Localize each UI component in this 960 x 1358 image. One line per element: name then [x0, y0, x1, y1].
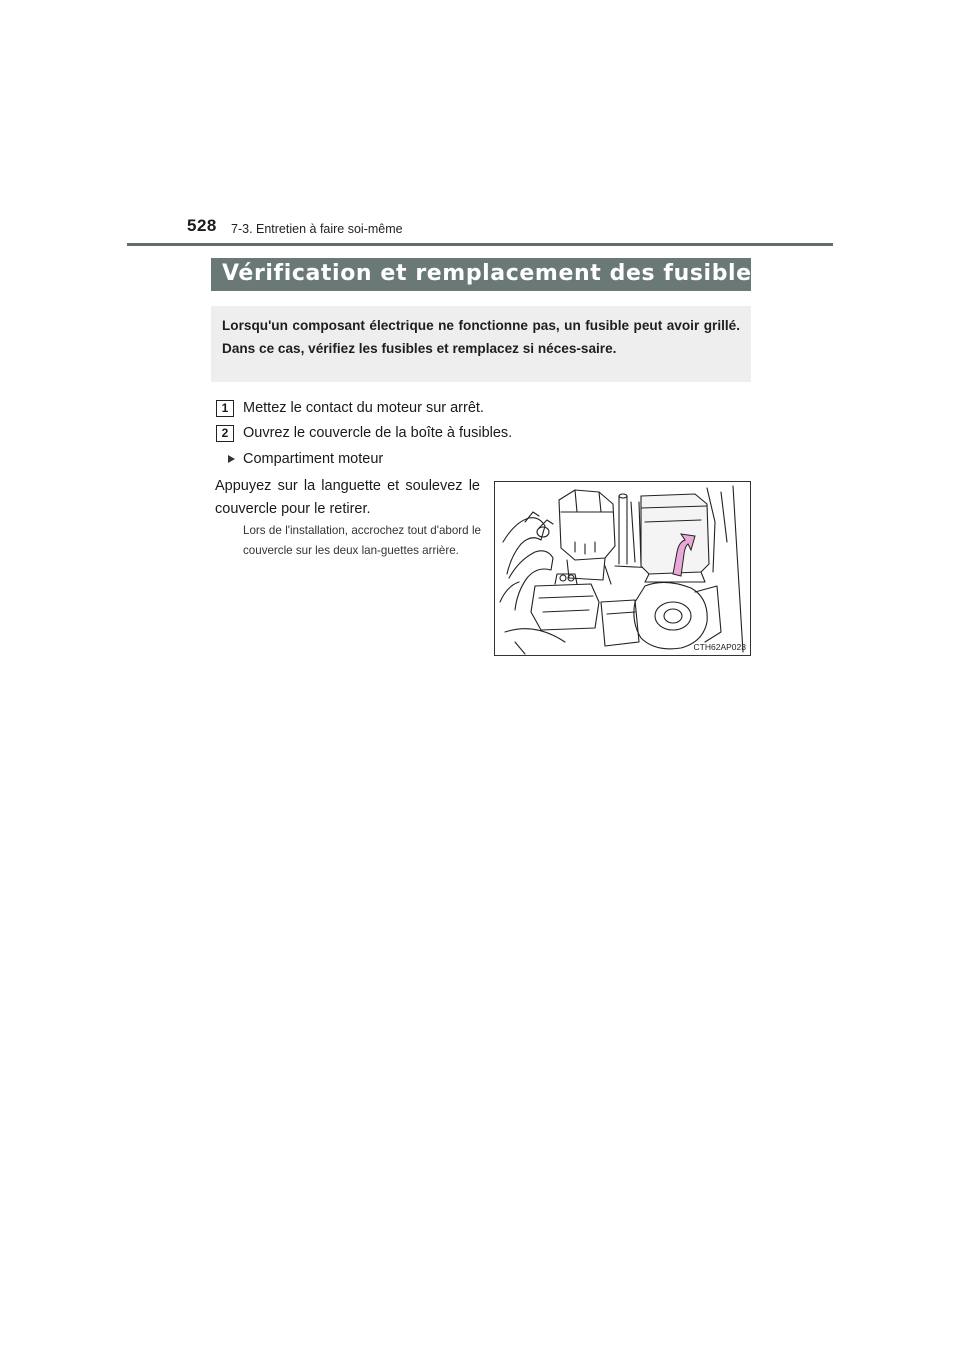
section-title: Vérification et remplacement des fusibles: [222, 261, 766, 286]
engine-compartment-illustration: [494, 481, 751, 656]
intro-box: [211, 306, 751, 382]
installation-note: Lors de l'installation, accrochez tout d'abord le couvercle sur les deux lan-guettes arrière.: [243, 524, 481, 557]
instruction-text: Appuyez sur la languette et soulevez le couvercle pour le retirer.: [215, 478, 480, 517]
engine-bay-drawing: [495, 482, 751, 656]
bullet-text: Compartiment moteur: [243, 451, 384, 467]
intro-text: Lorsqu'un composant électrique ne fonctionne pas, un fusible peut avoir grillé. Dans ce cas, vérifiez les fusibles et remplacez si néces-saire.: [222, 318, 740, 356]
page-number: 528: [187, 216, 217, 235]
section-title-bar: [211, 258, 766, 291]
step-text: Ouvrez le couvercle de la boîte à fusibles.: [243, 425, 513, 441]
section-breadcrumb: 7-3. Entretien à faire soi-même: [231, 222, 403, 236]
triangle-bullet-icon: [228, 455, 235, 463]
step-number-badge: 1: [216, 400, 234, 417]
header-divider: [127, 243, 833, 246]
step-number-badge: 2: [216, 425, 234, 442]
figure-code: CTH62AP023: [693, 642, 746, 652]
step-text: Mettez le contact du moteur sur arrêt.: [243, 400, 484, 416]
